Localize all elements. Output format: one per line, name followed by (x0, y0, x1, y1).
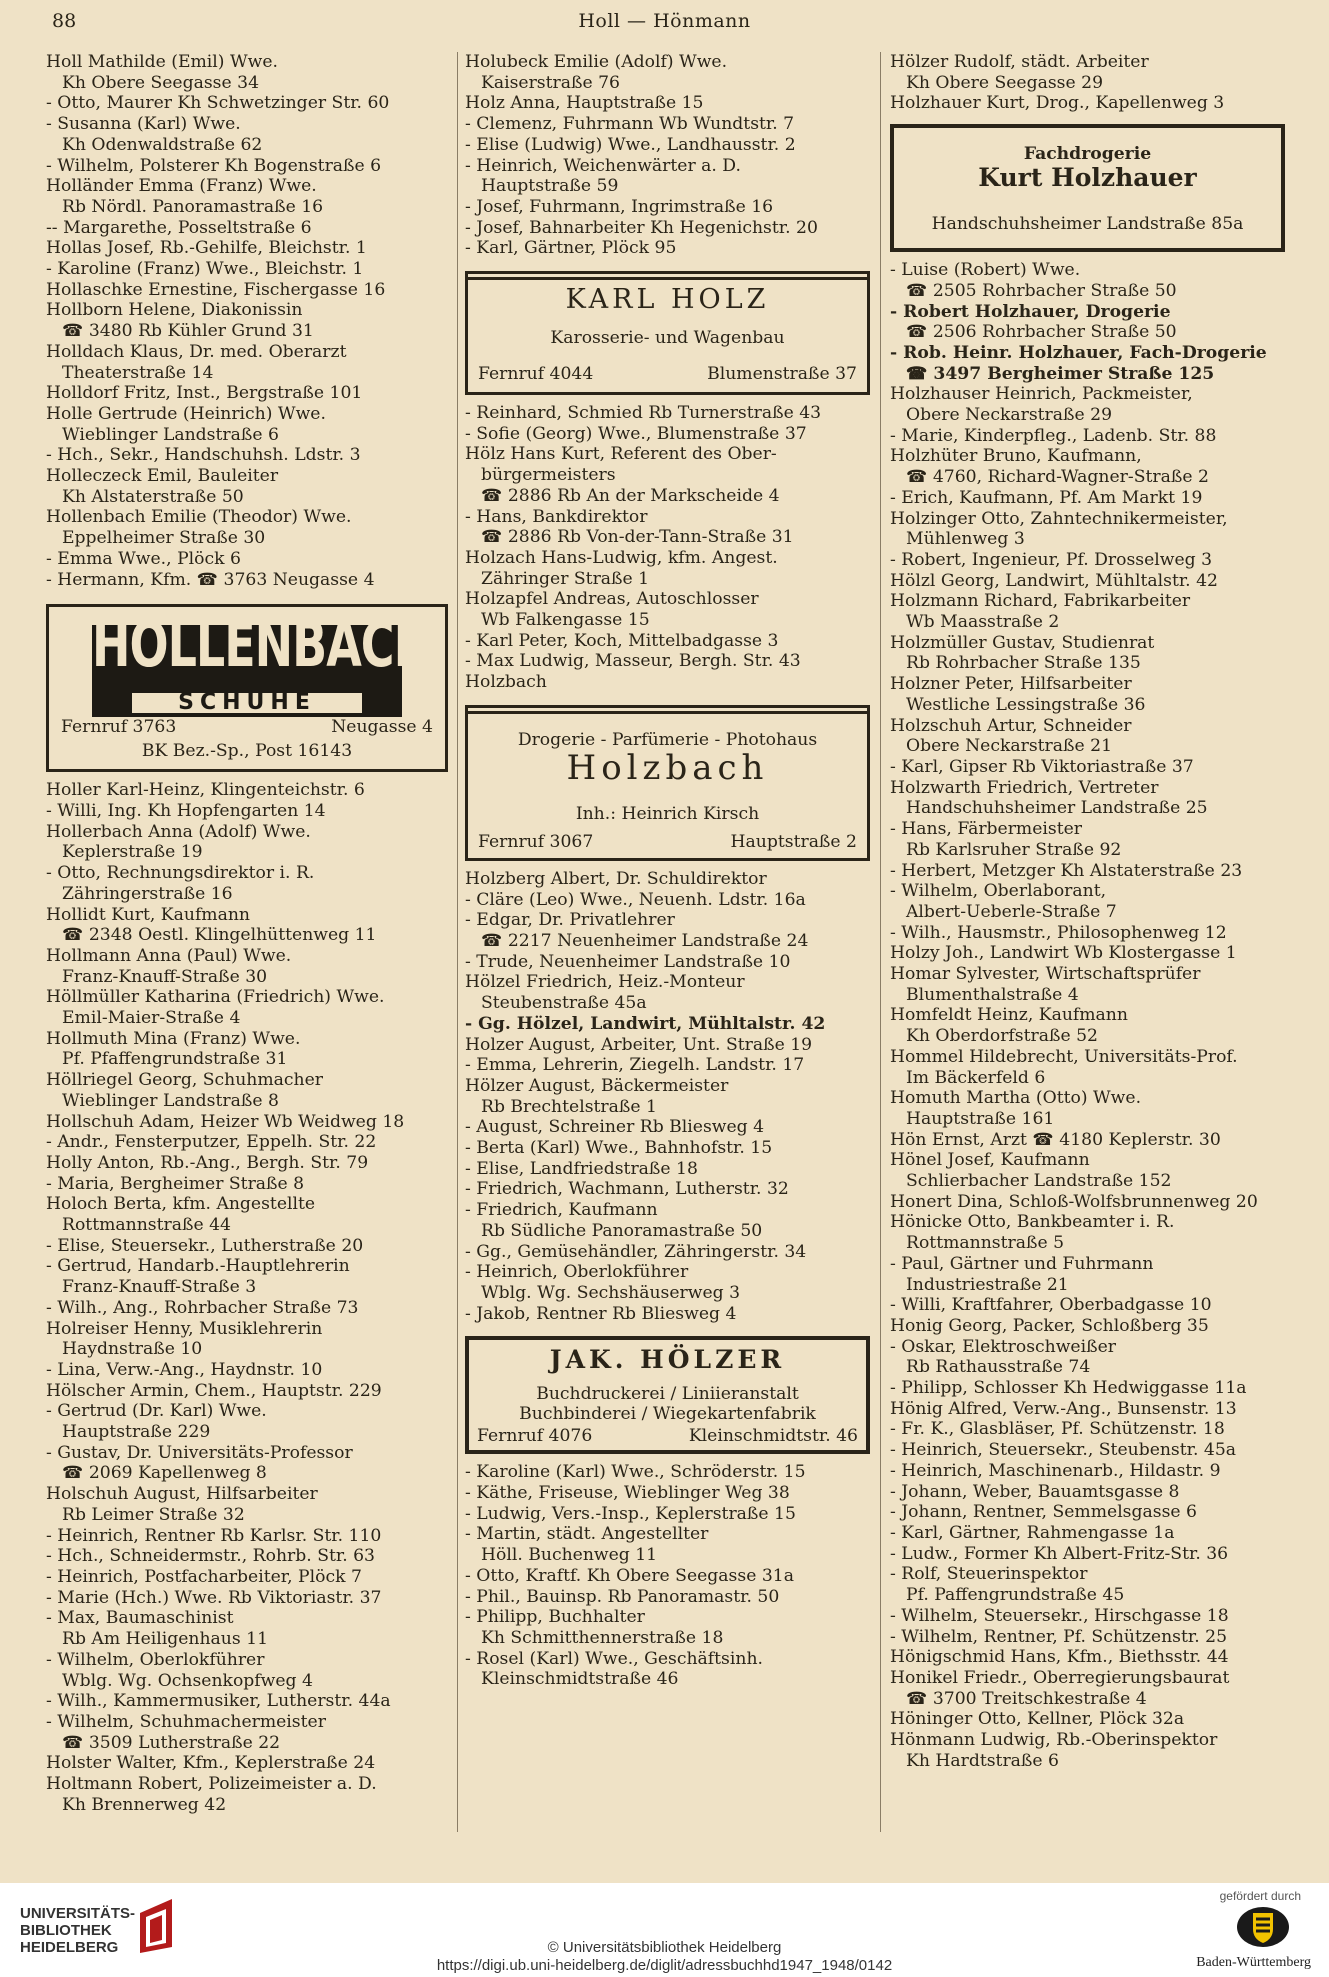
entry-list (465, 52, 870, 259)
directory-entry: Rottmannstraße 44 (62, 1215, 231, 1236)
directory-entry: Rottmannstraße 5 (906, 1233, 1065, 1254)
column-rule (457, 52, 458, 1832)
directory-entry: - Marie, Kinderpfleg., Ladenb. Str. 88 (890, 425, 1217, 446)
directory-entry: - Heinrich, Maschinenarb., Hildastr. 9 (890, 1460, 1221, 1481)
directory-entry: Hauptstraße 59 (481, 176, 619, 197)
coat-of-arms-icon (1235, 1905, 1291, 1949)
entry-list (465, 869, 870, 1324)
directory-entry: Blumenthalstraße 4 (906, 984, 1079, 1005)
directory-entry: Rb Nördl. Panoramastraße 16 (62, 196, 324, 217)
uni-logo-line: UNIVERSITÄTS- (20, 1905, 136, 1922)
directory-entry: - Johann, Weber, Bauamtsgasse 8 (890, 1481, 1180, 1502)
directory-entry: Hollschuh Adam, Heizer Wb Weidweg 18 (46, 1111, 405, 1132)
document-url[interactable]: https://digi.ub.uni-heidelberg.de/diglit/adressbuchhd1947_1948/0142 (436, 1957, 893, 1974)
directory-entry: Mühlenweg 3 (906, 529, 1025, 550)
directory-entry: Holzer August, Arbeiter, Unt. Straße 19 (465, 1034, 813, 1055)
ad-phone: Fernruf 4044 (478, 364, 594, 385)
directory-entry: Honig Georg, Packer, Schloßberg 35 (890, 1315, 1209, 1336)
directory-entry: Keplerstraße 19 (62, 842, 203, 863)
directory-entry: Holzberg Albert, Dr. Schuldirektor (465, 868, 767, 889)
directory-entry: Kaiserstraße 76 (481, 72, 620, 93)
directory-entry: Kh Oberdorfstraße 52 (906, 1026, 1098, 1047)
directory-entry: - August, Schreiner Rb Bliesweg 4 (465, 1117, 765, 1138)
directory-entry: - Elise (Ludwig) Wwe., Landhausstr. 2 (465, 134, 796, 155)
directory-entry: - Karoline (Franz) Wwe., Bleichstr. 1 (46, 259, 364, 280)
directory-entry: Holzapfel Andreas, Autoschlosser (465, 589, 759, 610)
directory-entry: - Oskar, Elektroschweißer (890, 1336, 1116, 1357)
directory-entry: Holzhauser Heinrich, Packmeister, (890, 384, 1193, 405)
directory-entry: Hauptstraße 229 (62, 1422, 211, 1443)
ad-address: Handschuhsheimer Landstraße 85a (931, 214, 1244, 235)
directory-entry: Rb Rathausstraße 74 (906, 1357, 1091, 1378)
directory-entry: - Wilhelm, Oberlokführer (46, 1649, 265, 1670)
directory-entry: Homar Sylvester, Wirtschaftsprüfer (890, 964, 1201, 985)
directory-entry: Homfeldt Heinz, Kaufmann (890, 1005, 1128, 1026)
directory-entry: Hönmann Ludwig, Rb.-Oberinspektor (890, 1730, 1218, 1751)
directory-entry: - Andr., Fensterputzer, Eppelh. Str. 22 (46, 1132, 377, 1153)
directory-entry: Wblg. Wg. Sechshäuserweg 3 (481, 1282, 741, 1303)
directory-entry: Holzhauer Kurt, Drog., Kapellenweg 3 (890, 93, 1225, 114)
directory-entry: Homuth Martha (Otto) Wwe. (890, 1088, 1142, 1109)
directory-entry: Holoch Berta, kfm. Angestellte (46, 1194, 316, 1215)
directory-entry: - Susanna (Karl) Wwe. (46, 114, 241, 135)
directory-entry: Franz-Knauff-Straße 30 (62, 966, 268, 987)
logo-wordmark: HOLLENBACH (92, 608, 432, 682)
directory-entry: Holzner Peter, Hilfsarbeiter (890, 674, 1132, 695)
column-1 (46, 52, 448, 1815)
directory-entry: Kh Obere Seegasse 34 (62, 72, 260, 93)
directory-entry: - Heinrich, Oberlokführer (465, 1262, 689, 1283)
directory-entry: Hönigschmid Hans, Kfm., Biethsstr. 44 (890, 1647, 1229, 1668)
directory-entry: ☎ 2506 Rohrbacher Straße 50 (906, 322, 1177, 343)
directory-entry: Rb Rohrbacher Straße 135 (906, 653, 1141, 674)
directory-entry: - Clemenz, Fuhrmann Wb Wundtstr. 7 (465, 114, 795, 135)
ad-jak-hoelzer (465, 1336, 870, 1454)
directory-entry: - Wilhelm, Polsterer Kh Bogenstraße 6 (46, 155, 382, 176)
directory-entry: Kh Alstaterstraße 50 (62, 486, 244, 507)
directory-entry: Holleczeck Emil, Bauleiter (46, 466, 279, 487)
directory-entry: Obere Neckarstraße 29 (906, 405, 1113, 426)
directory-entry: - Erich, Kaufmann, Pf. Am Markt 19 (890, 487, 1203, 508)
directory-entry: Rb Leimer Straße 32 (62, 1504, 245, 1525)
directory-entry: Wb Falkengasse 15 (481, 610, 650, 631)
directory-entry: Westliche Lessingstraße 36 (906, 694, 1146, 715)
directory-entry: Zähringer Straße 1 (481, 568, 650, 589)
directory-entry: ☎ 2069 Kapellenweg 8 (62, 1463, 267, 1484)
directory-entry: - Emma, Lehrerin, Ziegelh. Landstr. 17 (465, 1055, 805, 1076)
directory-entry: -- Margarethe, Posseltstraße 6 (46, 217, 312, 238)
directory-entry: - Otto, Maurer Kh Schwetzinger Str. 60 (46, 93, 390, 114)
directory-entry: Holtmann Robert, Polizeimeister a. D. (46, 1774, 377, 1795)
entry-list (465, 1462, 870, 1690)
directory-entry: Holldach Klaus, Dr. med. Oberarzt (46, 341, 347, 362)
directory-entry: - Wilh., Ang., Rohrbacher Straße 73 (46, 1297, 359, 1318)
directory-entry: ☎ 3497 Bergheimer Straße 125 (906, 363, 1215, 384)
directory-entry: Honert Dina, Schloß-Wolfsbrunnenweg 20 (890, 1191, 1258, 1212)
directory-entry: Holzach Hans-Ludwig, kfm. Angest. (465, 547, 778, 568)
ad-name: Kurt Holzhauer (978, 163, 1197, 193)
directory-entry: Höllmüller Katharina (Friedrich) Wwe. (46, 987, 385, 1008)
directory-entry: Hollmuth Mina (Franz) Wwe. (46, 1028, 301, 1049)
directory-entry: - Wilhelm, Rentner, Pf. Schützenstr. 25 (890, 1626, 1228, 1647)
directory-entry: - Paul, Gärtner und Fuhrmann (890, 1253, 1154, 1274)
directory-entry: - Hch., Sekr., Handschuhsh. Ldstr. 3 (46, 445, 361, 466)
directory-entry: - Lina, Verw.-Ang., Haydnstr. 10 (46, 1359, 323, 1380)
directory-entry: - Wilhelm, Oberlaborant, (890, 881, 1107, 902)
footer (0, 1883, 1329, 1977)
entry-list (890, 52, 1285, 114)
directory-entry: - Heinrich, Rentner Rb Karlsr. Str. 110 (46, 1525, 382, 1546)
directory-entry: - Hans, Bankdirektor (465, 506, 648, 527)
directory-entry: - Ludw., Former Kh Albert-Fritz-Str. 36 (890, 1543, 1229, 1564)
directory-entry: Wb Maasstraße 2 (906, 612, 1060, 633)
directory-entry: ☎ 4760, Richard-Wagner-Straße 2 (906, 467, 1209, 488)
directory-entry: - Trude, Neuenheimer Landstraße 10 (465, 951, 791, 972)
directory-entry: ☎ 3700 Treitschkestraße 4 (906, 1688, 1147, 1709)
directory-entry: - Friedrich, Kaufmann (465, 1200, 658, 1221)
directory-entry: - Friedrich, Wachmann, Lutherstr. 32 (465, 1179, 789, 1200)
directory-entry: - Gertrud, Handarb.-Hauptlehrerin (46, 1256, 350, 1277)
directory-entry: Hauptstraße 161 (906, 1108, 1055, 1129)
ad-line: Drogerie - Parfümerie - Photohaus (517, 729, 818, 750)
directory-entry: Kh Obere Seegasse 29 (906, 72, 1104, 93)
directory-entry: - Fr. K., Glasbläser, Pf. Schützenstr. 18 (890, 1419, 1225, 1440)
directory-entry: Hön Ernst, Arzt ☎ 4180 Keplerstr. 30 (890, 1129, 1221, 1150)
directory-entry: Rb Am Heiligenhaus 11 (62, 1629, 269, 1650)
directory-entry: Hollborn Helene, Diakonissin (46, 300, 303, 321)
directory-entry: Rb Südliche Panoramastraße 50 (481, 1220, 763, 1241)
directory-entry: Holzy Joh., Landwirt Wb Klostergasse 1 (890, 943, 1237, 964)
directory-entry: - Martin, städt. Angestellter (465, 1524, 709, 1545)
directory-entry: Höninger Otto, Kellner, Plöck 32a (890, 1709, 1185, 1730)
directory-entry: Wblg. Wg. Ochsenkopfweg 4 (62, 1670, 313, 1691)
column-rule (880, 52, 881, 1832)
directory-entry: Hollenbach Emilie (Theodor) Wwe. (46, 507, 352, 528)
directory-entry: - Gg., Gemüsehändler, Zähringerstr. 34 (465, 1241, 807, 1262)
directory-entry: Hölzel Friedrich, Heiz.-Monteur (465, 972, 745, 993)
directory-entry: ☎ 3480 Rb Kühler Grund 31 (62, 321, 314, 342)
directory-entry: Hommel Hildebrecht, Universitäts-Prof. (890, 1046, 1238, 1067)
directory-entry: ☎ 2348 Oestl. Klingelhüttenweg 11 (62, 925, 377, 946)
directory-entry: - Josef, Fuhrmann, Ingrimstraße 16 (465, 196, 774, 217)
directory-entry: Im Bäckerfeld 6 (906, 1067, 1046, 1088)
directory-entry: Kh Hardtstraße 6 (906, 1750, 1059, 1771)
ad-line: Buchdruckerei / Liniieranstalt (536, 1384, 799, 1405)
directory-entry: Hönel Josef, Kaufmann (890, 1150, 1090, 1171)
directory-entry: - Marie (Hch.) Wwe. Rb Viktoriastr. 37 (46, 1587, 382, 1608)
directory-entry: - Gertrud (Dr. Karl) Wwe. (46, 1401, 267, 1422)
ad-kurt-holzhauer (890, 124, 1285, 252)
directory-entry: - Ludwig, Vers.-Insp., Keplerstraße 15 (465, 1503, 796, 1524)
directory-entry: Wieblinger Landstraße 8 (62, 1090, 279, 1111)
directory-entry: - Willi, Kraftfahrer, Oberbadgasse 10 (890, 1295, 1212, 1316)
directory-entry: Kh Brennerweg 42 (62, 1794, 227, 1815)
directory-entry: Hönicke Otto, Bankbeamter i. R. (890, 1212, 1175, 1233)
column-3 (890, 52, 1285, 1771)
state-name: Baden-Württemberg (1196, 1955, 1311, 1970)
directory-entry: - Wilhelm, Steuersekr., Hirschgasse 18 (890, 1605, 1229, 1626)
directory-entry: Emil-Maier-Straße 4 (62, 1008, 241, 1029)
directory-entry: Hollidt Kurt, Kaufmann (46, 904, 250, 925)
ad-address: Neugasse 4 (331, 717, 433, 738)
directory-entry: - Hermann, Kfm. ☎ 3763 Neugasse 4 (46, 569, 375, 590)
directory-entry: Hölzer August, Bäckermeister (465, 1075, 729, 1096)
ad-phone: Fernruf 3067 (478, 831, 594, 852)
ad-owner: Inh.: Heinrich Kirsch (575, 803, 760, 824)
directory-entry: Holzmann Richard, Fabrikarbeiter (890, 591, 1191, 612)
directory-entry: Hollerbach Anna (Adolf) Wwe. (46, 821, 311, 842)
directory-entry: - Gg. Hölzel, Landwirt, Mühltalstr. 42 (465, 1013, 826, 1034)
directory-entry: Hölscher Armin, Chem., Hauptstr. 229 (46, 1380, 382, 1401)
directory-entry: - Hans, Färbermeister (890, 819, 1083, 840)
directory-entry: - Berta (Karl) Wwe., Bahnhofstr. 15 (465, 1138, 773, 1159)
directory-entry: ☎ 2886 Rb Von-der-Tann-Straße 31 (481, 527, 794, 548)
directory-entry: - Max Ludwig, Masseur, Bergh. Str. 43 (465, 651, 801, 672)
hollenbach-logo (92, 608, 432, 717)
directory-entry: - Philipp, Buchhalter (465, 1607, 645, 1628)
directory-entry: Rb Karlsruher Straße 92 (906, 839, 1122, 860)
directory-entry: Hölzl Georg, Landwirt, Mühltalstr. 42 (890, 570, 1218, 591)
ad-name: KARL HOLZ (565, 284, 770, 316)
entry-list (890, 260, 1285, 1771)
directory-entry: Holler Karl-Heinz, Klingenteichstr. 6 (46, 780, 365, 801)
directory-entry: bürgermeisters (481, 465, 616, 486)
directory-entry: Holster Walter, Kfm., Keplerstraße 24 (46, 1753, 376, 1774)
directory-entry: - Heinrich, Weichenwärter a. D. (465, 155, 741, 176)
directory-entry: Kh Schmitthennerstraße 18 (481, 1627, 724, 1648)
directory-entry: - Karl, Gärtner, Plöck 95 (465, 238, 677, 259)
directory-entry: - Herbert, Metzger Kh Alstaterstraße 23 (890, 860, 1243, 881)
directory-entry: ☎ 2505 Rohrbacher Straße 50 (906, 280, 1177, 301)
directory-entry: - Robert Holzhauer, Drogerie (890, 301, 1171, 322)
directory-entry: - Elise, Steuersekr., Lutherstraße 20 (46, 1235, 364, 1256)
directory-entry: Obere Neckarstraße 21 (906, 736, 1113, 757)
directory-entry: - Philipp, Schlosser Kh Hedwiggasse 11a (890, 1378, 1247, 1399)
directory-entry: - Luise (Robert) Wwe. (890, 260, 1081, 281)
directory-entry: - Wilh., Hausmstr., Philosophenweg 12 (890, 922, 1227, 943)
ad-address: Kleinschmidtstr. 46 (688, 1426, 858, 1447)
directory-entry: Rb Brechtelstraße 1 (481, 1096, 657, 1117)
directory-entry: Höllriegel Georg, Schuhmacher (46, 1070, 323, 1091)
directory-entry: Holzbach (465, 672, 547, 693)
directory-entry: - Edgar, Dr. Privatlehrer (465, 910, 675, 931)
directory-entry: Hollaschke Ernestine, Fischergasse 16 (46, 279, 386, 300)
directory-entry: Holubeck Emilie (Adolf) Wwe. (465, 52, 728, 72)
ad-phone: Fernruf 4076 (477, 1426, 593, 1447)
ad-line: Fachdrogerie (1023, 144, 1152, 165)
ad-holzbach (465, 705, 870, 861)
directory-entry: - Willi, Ing. Kh Hopfengarten 14 (46, 800, 326, 821)
directory-entry: - Josef, Bahnarbeiter Kh Hegenichstr. 20 (465, 217, 818, 238)
directory-entry: - Rosel (Karl) Wwe., Geschäftsinh. (465, 1648, 763, 1669)
directory-entry: Holz Anna, Hauptstraße 15 (465, 93, 704, 114)
directory-entry: Kleinschmidtstraße 46 (481, 1669, 679, 1690)
ad-address: Hauptstraße 2 (730, 831, 857, 852)
copyright-notice: © Universitätsbibliothek Heidelberg (547, 1939, 782, 1956)
directory-entry: Eppelheimer Straße 30 (62, 528, 266, 549)
directory-entry: - Jakob, Rentner Rb Bliesweg 4 (465, 1303, 737, 1324)
ad-name: Holzbach (566, 747, 769, 788)
directory-entry: Holreiser Henny, Musiklehrerin (46, 1318, 323, 1339)
directory-entry: Holländer Emma (Franz) Wwe. (46, 176, 317, 197)
directory-entry: - Wilh., Kammermusiker, Lutherstr. 44a (46, 1691, 391, 1712)
directory-entry: Holzinger Otto, Zahntechnikermeister, (890, 508, 1228, 529)
directory-entry: - Rolf, Steuerinspektor (890, 1564, 1088, 1585)
directory-entry: Hönig Alfred, Verw.-Ang., Bunsenstr. 13 (890, 1398, 1237, 1419)
directory-entry: - Käthe, Friseuse, Wieblinger Weg 38 (465, 1483, 790, 1504)
ad-address: Blumenstraße 37 (707, 364, 857, 385)
entry-list (465, 403, 870, 693)
directory-entry: - Robert, Ingenieur, Pf. Drosselweg 3 (890, 549, 1213, 570)
directory-entry: - Gustav, Dr. Universitäts-Professor (46, 1442, 353, 1463)
ad-line: Buchbinderei / Wiegekartenfabrik (519, 1404, 816, 1425)
directory-entry: Zähringerstraße 16 (62, 883, 233, 904)
directory-entry: - Johann, Rentner, Semmelsgasse 6 (890, 1502, 1197, 1523)
directory-entry: - Max, Baumaschinist (46, 1608, 234, 1629)
uni-logo-line: HEIDELBERG (20, 1939, 119, 1956)
directory-entry: - Wilhelm, Schuhmachermeister (46, 1711, 326, 1732)
directory-entry: Steubenstraße 45a (481, 993, 647, 1014)
directory-entry: ☎ 3509 Lutherstraße 22 (62, 1732, 281, 1753)
column-2 (465, 52, 870, 1690)
entry-list (46, 780, 448, 1815)
directory-entry: Pf. Paffengrundstraße 45 (906, 1585, 1125, 1606)
directory-entry: Handschuhsheimer Landstraße 25 (906, 798, 1208, 819)
directory-entry: Höll. Buchenweg 11 (481, 1545, 658, 1566)
directory-entry: - Karl Peter, Koch, Mittelbadgasse 3 (465, 630, 779, 651)
entry-list (46, 52, 448, 590)
directory-entry: - Otto, Rechnungsdirektor i. R. (46, 863, 315, 884)
directory-entry: - Hch., Schneidermstr., Rohrb. Str. 63 (46, 1546, 375, 1567)
directory-entry: Holle Gertrude (Heinrich) Wwe. (46, 403, 326, 424)
directory-entry: Holzmüller Gustav, Studienrat (890, 632, 1155, 653)
directory-entry: - Cläre (Leo) Wwe., Neuenh. Ldstr. 16a (465, 889, 806, 910)
directory-entry: - Karoline (Karl) Wwe., Schröderstr. 15 (465, 1462, 806, 1483)
directory-entry: - Heinrich, Postfacharbeiter, Plöck 7 (46, 1567, 362, 1587)
directory-entry: Holschuh August, Hilfsarbeiter (46, 1484, 318, 1505)
directory-entry: Schlierbacher Landstraße 152 (906, 1171, 1172, 1192)
ad-name: JAK. HÖLZER (549, 1345, 786, 1375)
directory-entry: Holldorf Fritz, Inst., Bergstraße 101 (46, 383, 363, 404)
directory-entry: Hölz Hans Kurt, Referent des Ober- (465, 444, 777, 465)
directory-entry: Wieblinger Landstraße 6 (62, 424, 279, 445)
ad-karl-holz (465, 271, 870, 395)
ad-line: Karosserie- und Wagenbau (550, 328, 785, 349)
directory-entry: Holly Anton, Rb.-Ang., Bergh. Str. 79 (46, 1152, 369, 1173)
directory-entry: - Phil., Bauinsp. Rb Panoramastr. 50 (465, 1586, 780, 1607)
directory-entry: Holzhüter Bruno, Kaufmann, (890, 446, 1142, 467)
directory-entry: Holzschuh Artur, Schneider (890, 715, 1132, 736)
directory-entry: ☎ 2217 Neuenheimer Landstraße 24 (481, 930, 809, 951)
ad-phone: Fernruf 3763 (61, 717, 177, 738)
directory-entry: - Sofie (Georg) Wwe., Blumenstraße 37 (465, 423, 807, 444)
ad-bank: BK Bez.-Sp., Post 16143 (141, 741, 353, 762)
directory-entry: Hölzer Rudolf, städt. Arbeiter (890, 52, 1149, 72)
directory-entry: - Elise, Landfriedstraße 18 (465, 1158, 698, 1179)
directory-entry: - Maria, Bergheimer Straße 8 (46, 1173, 305, 1194)
directory-entry: Hollas Josef, Rb.-Gehilfe, Bleichstr. 1 (46, 238, 367, 259)
directory-entry: Theaterstraße 14 (62, 362, 214, 383)
page-header (0, 10, 1329, 40)
directory-entry: Honikel Friedr., Oberregierungsbaurat (890, 1667, 1230, 1688)
page-number: 88 (52, 10, 77, 32)
directory-entry: - Karl, Gärtner, Rahmengasse 1a (890, 1523, 1175, 1543)
directory-entry: - Heinrich, Steuersekr., Steubenstr. 45a (890, 1440, 1237, 1461)
directory-entry: - Otto, Kraftf. Kh Obere Seegasse 31a (465, 1565, 794, 1586)
funded-by-label: gefördert durch (1219, 1889, 1301, 1903)
ad-hollenbach (46, 604, 448, 772)
directory-entry: ☎ 2886 Rb An der Markscheide 4 (481, 485, 780, 506)
running-head: Holl — Hönmann (578, 10, 751, 32)
directory-entry: - Emma Wwe., Plöck 6 (46, 548, 241, 569)
directory-entry: - Karl, Gipser Rb Viktoriastraße 37 (890, 756, 1194, 777)
directory-entry: Franz-Knauff-Straße 3 (62, 1277, 257, 1298)
directory-entry: Albert-Ueberle-Straße 7 (906, 901, 1117, 922)
directory-entry: Hollmann Anna (Paul) Wwe. (46, 945, 292, 966)
directory-entry: - Rob. Heinr. Holzhauer, Fach-Drogerie (890, 342, 1267, 363)
directory-entry: - Reinhard, Schmied Rb Turnerstraße 43 (465, 403, 822, 424)
directory-entry: Holl Mathilde (Emil) Wwe. (46, 52, 278, 72)
uni-logo-line: BIBLIOTHEK (20, 1922, 112, 1939)
directory-entry: Kh Odenwaldstraße 62 (62, 134, 263, 155)
directory-entry: Pf. Pfaffengrundstraße 31 (62, 1049, 288, 1070)
directory-entry: Industriestraße 21 (906, 1274, 1069, 1295)
directory-entry: Holzwarth Friedrich, Vertreter (890, 777, 1159, 798)
logo-subline: SCHUHE (132, 693, 362, 714)
directory-entry: Haydnstraße 10 (62, 1339, 203, 1360)
